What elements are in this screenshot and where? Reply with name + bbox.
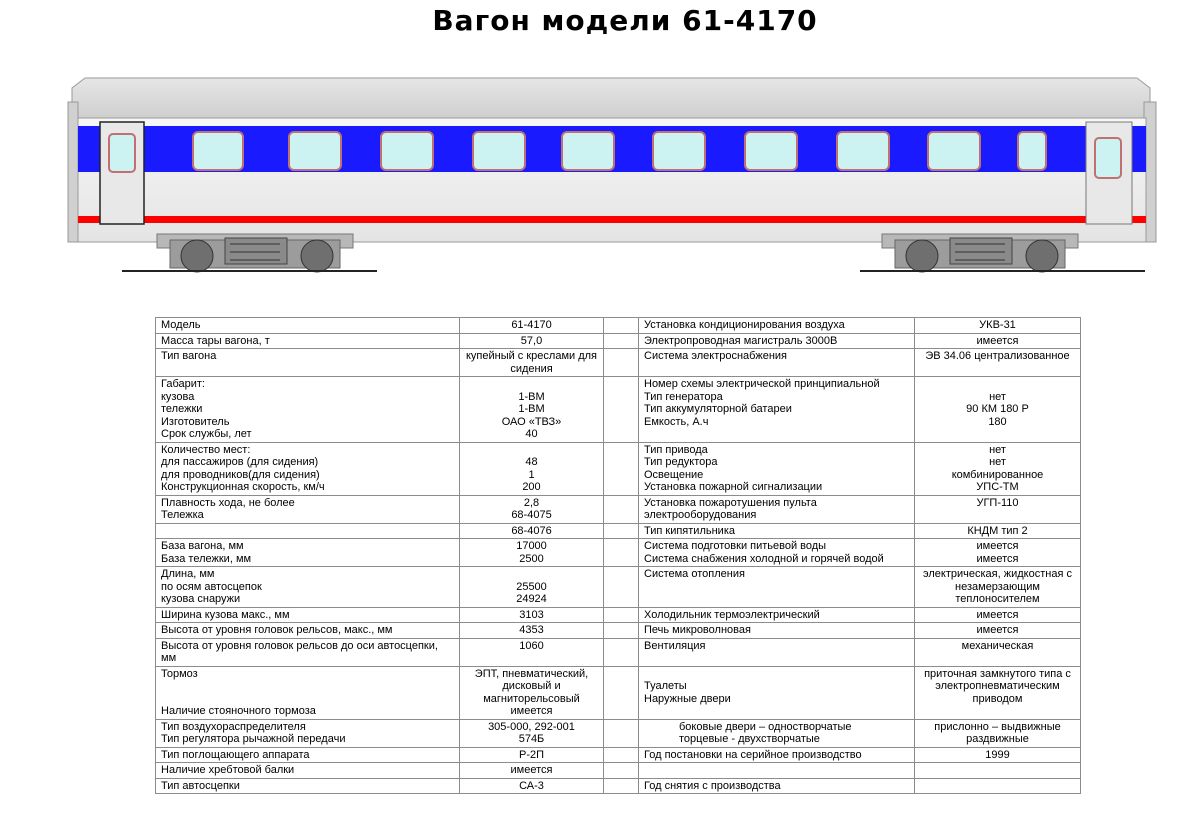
spec-value-left: 1-ВМ 1-ВМ ОАО «ТВЗ» 40 bbox=[460, 377, 604, 443]
spec-value-right: УГП-110 bbox=[915, 495, 1081, 523]
spec-value-right: УКВ-31 bbox=[915, 318, 1081, 334]
spec-value-left: 68-4076 bbox=[460, 523, 604, 539]
spec-value-left: СА-3 bbox=[460, 778, 604, 794]
table-row bbox=[156, 333, 1081, 349]
spec-value-right: механическая bbox=[915, 638, 1081, 666]
spec-label-right: Установка пожаротушения пульта электрооборудования bbox=[639, 495, 915, 523]
spec-value-left: купейный с креслами для сидения bbox=[460, 349, 604, 377]
spec-value-right: приточная замкнутого типа с электропневматическим приводом bbox=[915, 666, 1081, 719]
spacer-cell bbox=[604, 442, 639, 495]
table-row bbox=[156, 763, 1081, 779]
left-bogie bbox=[157, 234, 353, 272]
table-row bbox=[156, 567, 1081, 608]
spacer-cell bbox=[604, 377, 639, 443]
spacer-cell bbox=[604, 567, 639, 608]
spec-label-right: Система электроснабжения bbox=[639, 349, 915, 377]
spec-label-left: Наличие хребтовой балки bbox=[156, 763, 460, 779]
spec-value-left: 25500 24924 bbox=[460, 567, 604, 608]
spec-label-right: Печь микроволновая bbox=[639, 623, 915, 639]
spec-label-left: Тип автосцепки bbox=[156, 778, 460, 794]
table-row bbox=[156, 523, 1081, 539]
spec-value-right: прислонно – выдвижные раздвижные bbox=[915, 719, 1081, 747]
spec-value-left: 1060 bbox=[460, 638, 604, 666]
table-row bbox=[156, 623, 1081, 639]
spec-value-right: КНДМ тип 2 bbox=[915, 523, 1081, 539]
spacer-cell bbox=[604, 763, 639, 779]
railcar-illustration bbox=[60, 72, 1160, 282]
spec-label-right: Тип привода Тип редуктора Освещение Установка пожарной сигнализации bbox=[639, 442, 915, 495]
spec-label-left: Количество мест: для пассажиров (для сидения) для проводников(для сидения) Конструкционная скорость, км/ч bbox=[156, 442, 460, 495]
spec-value-left: 61-4170 bbox=[460, 318, 604, 334]
spacer-cell bbox=[604, 333, 639, 349]
table-row bbox=[156, 377, 1081, 443]
table-row bbox=[156, 747, 1081, 763]
spec-label-left: Плавность хода, не более Тележка bbox=[156, 495, 460, 523]
spec-label-right: Номер схемы электрической принципиальной Тип генератора Тип аккумуляторной батареи Емкость, А.ч bbox=[639, 377, 915, 443]
spec-label-left: Длина, мм по осям автосцепок кузова снаружи bbox=[156, 567, 460, 608]
spec-value-left: 17000 2500 bbox=[460, 539, 604, 567]
spec-label-right: Электропроводная магистраль 3000В bbox=[639, 333, 915, 349]
spec-label-left bbox=[156, 523, 460, 539]
table-row bbox=[156, 719, 1081, 747]
spec-value-left: имеется bbox=[460, 763, 604, 779]
spec-label-left: База вагона, мм База тележки, мм bbox=[156, 539, 460, 567]
spec-label-right: Система подготовки питьевой воды Система снабжения холодной и горячей водой bbox=[639, 539, 915, 567]
spec-label-right: Год снятия с производства bbox=[639, 778, 915, 794]
spec-label-left: Тип воздухораспределителя Тип регулятора рычажной передачи bbox=[156, 719, 460, 747]
spacer-cell bbox=[604, 638, 639, 666]
spacer-cell bbox=[604, 495, 639, 523]
table-row bbox=[156, 495, 1081, 523]
table-row bbox=[156, 442, 1081, 495]
spec-value-right: имеется bbox=[915, 333, 1081, 349]
red-stripe bbox=[78, 216, 1146, 223]
spec-label-left: Модель bbox=[156, 318, 460, 334]
spec-value-right: ЭВ 34.06 централизованное bbox=[915, 349, 1081, 377]
page-title: Вагон модели 61-4170 bbox=[432, 4, 818, 37]
spec-label-right: Туалеты Наружные двери bbox=[639, 666, 915, 719]
spec-label-left: Габарит: кузова тележки Изготовитель Срок службы, лет bbox=[156, 377, 460, 443]
table-row bbox=[156, 349, 1081, 377]
spec-label-right: Установка кондиционирования воздуха bbox=[639, 318, 915, 334]
spec-value-left: 2,8 68-4075 bbox=[460, 495, 604, 523]
table-row bbox=[156, 607, 1081, 623]
spec-value-left: Р-2П bbox=[460, 747, 604, 763]
spec-value-right: 1999 bbox=[915, 747, 1081, 763]
spec-label-left: Ширина кузова макс., мм bbox=[156, 607, 460, 623]
spec-value-left: 4353 bbox=[460, 623, 604, 639]
spec-value-right: нет нет комбинированное УПС-ТМ bbox=[915, 442, 1081, 495]
spacer-cell bbox=[604, 523, 639, 539]
spacer-cell bbox=[604, 747, 639, 763]
spacer-cell bbox=[604, 607, 639, 623]
table-row bbox=[156, 539, 1081, 567]
spec-label-right: Система отопления bbox=[639, 567, 915, 608]
spec-label-right: Холодильник термоэлектрический bbox=[639, 607, 915, 623]
spec-label-right: Год постановки на серийное производство bbox=[639, 747, 915, 763]
spec-value-left: 305-000, 292-001 574Б bbox=[460, 719, 604, 747]
spec-label-left: Высота от уровня головок рельсов, макс., мм bbox=[156, 623, 460, 639]
spacer-cell bbox=[604, 778, 639, 794]
spec-label-left: Высота от уровня головок рельсов до оси автосцепки, мм bbox=[156, 638, 460, 666]
spec-label-right: Тип кипятильника bbox=[639, 523, 915, 539]
table-row bbox=[156, 638, 1081, 666]
spec-value-left: 48 1 200 bbox=[460, 442, 604, 495]
spec-value-left: 57,0 bbox=[460, 333, 604, 349]
spec-label-left: Тормоз Наличие стояночного тормоза bbox=[156, 666, 460, 719]
table-row bbox=[156, 778, 1081, 794]
spec-value-right: имеется bbox=[915, 607, 1081, 623]
spec-value-right: имеется имеется bbox=[915, 539, 1081, 567]
spacer-cell bbox=[604, 623, 639, 639]
specifications-table bbox=[155, 317, 1081, 794]
spacer-cell bbox=[604, 539, 639, 567]
spec-label-right: Вентиляция bbox=[639, 638, 915, 666]
spec-label-left: Масса тары вагона, т bbox=[156, 333, 460, 349]
spec-value-right: нет 90 КМ 180 Р 180 bbox=[915, 377, 1081, 443]
spec-label-left: Тип вагона bbox=[156, 349, 460, 377]
spacer-cell bbox=[604, 666, 639, 719]
spec-label-right bbox=[639, 763, 915, 779]
spec-value-left: 3103 bbox=[460, 607, 604, 623]
spec-value-right: электрическая, жидкостная с незамерзающим теплоносителем bbox=[915, 567, 1081, 608]
spacer-cell bbox=[604, 719, 639, 747]
spec-value-right bbox=[915, 763, 1081, 779]
spec-value-left: ЭПТ, пневматический, дисковый и магниторельсовый имеется bbox=[460, 666, 604, 719]
spec-label-left: Тип поглощающего аппарата bbox=[156, 747, 460, 763]
right-bogie bbox=[882, 234, 1078, 272]
spec-value-right bbox=[915, 778, 1081, 794]
spec-value-right: имеется bbox=[915, 623, 1081, 639]
spacer-cell bbox=[604, 318, 639, 334]
spacer-cell bbox=[604, 349, 639, 377]
table-row bbox=[156, 318, 1081, 334]
table-row bbox=[156, 666, 1081, 719]
spec-label-right: боковые двери – одностворчатые торцевые - двухстворчатые bbox=[639, 719, 915, 747]
